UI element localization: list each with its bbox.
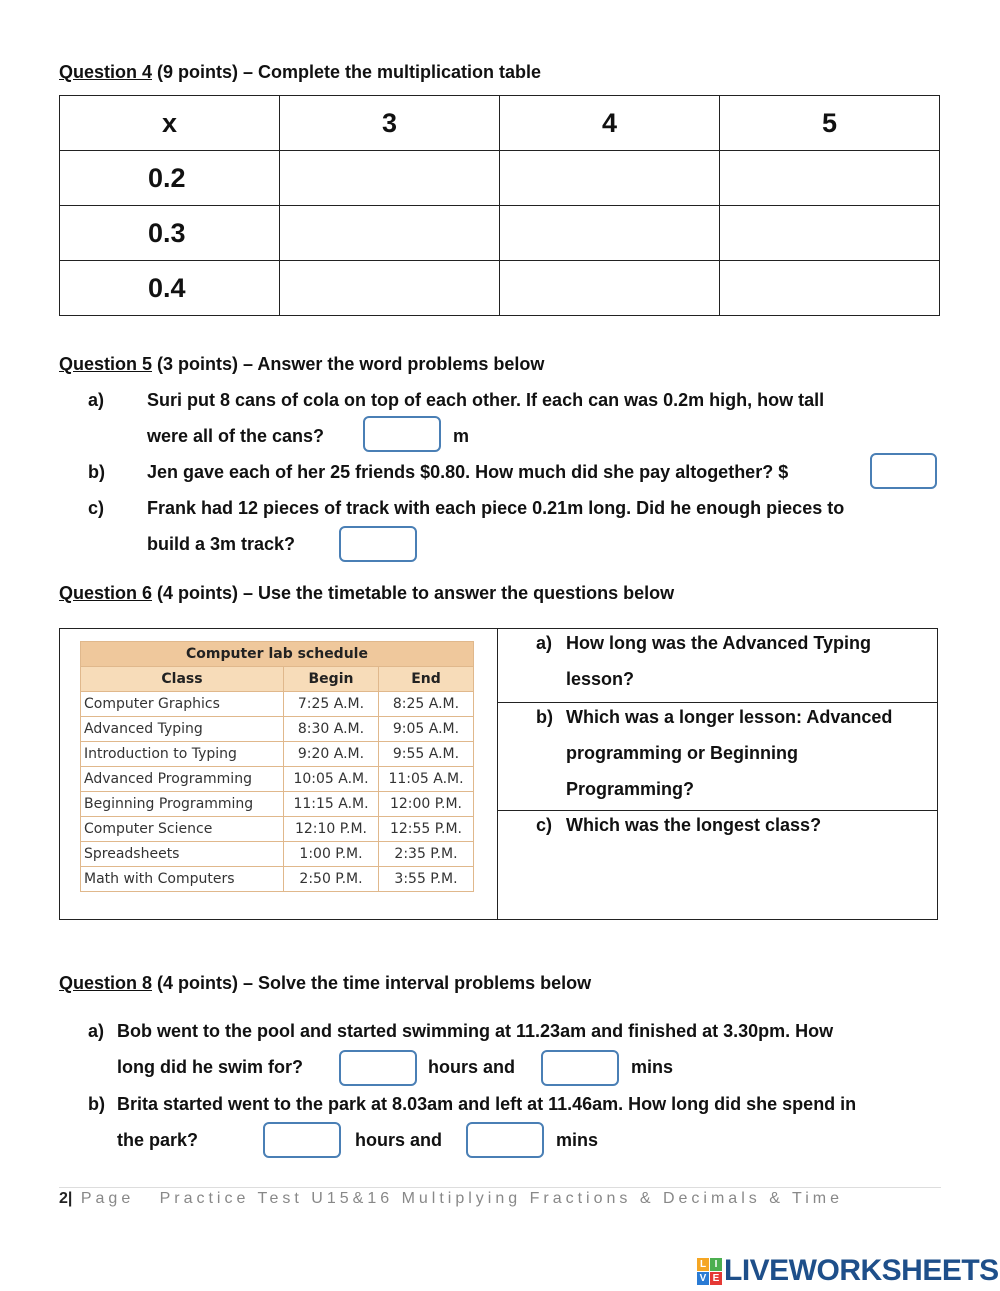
end-time: 2:35 P.M. bbox=[379, 842, 474, 867]
end-time: 3:55 P.M. bbox=[379, 867, 474, 892]
page-footer bbox=[59, 1190, 843, 1208]
answer-cell[interactable] bbox=[720, 206, 940, 261]
q8b-letter: b) bbox=[88, 1094, 105, 1114]
end-time: 9:55 A.M. bbox=[379, 742, 474, 767]
logo-icon bbox=[697, 1258, 722, 1285]
q6-desc: (4 points) – Use the timetable to answer the questions below bbox=[152, 583, 675, 603]
q6c-cell bbox=[498, 811, 937, 919]
logo-letter: I bbox=[710, 1258, 722, 1271]
page-word: Page bbox=[80, 1190, 135, 1207]
schedule-row bbox=[81, 742, 474, 767]
end-time: 11:05 A.M. bbox=[379, 767, 474, 792]
q5b-letter: b) bbox=[88, 462, 105, 482]
footer-sep: | bbox=[67, 1190, 73, 1207]
q8b-text2: the park? bbox=[117, 1130, 199, 1150]
q8a-text: Bob went to the pool and started swimming at 11.23am and finished at 3.30pm. How bbox=[117, 1021, 834, 1041]
q6a-text: How long was the Advanced Typing bbox=[566, 633, 872, 653]
q6-container bbox=[59, 628, 938, 920]
end-time: 9:05 A.M. bbox=[379, 717, 474, 742]
header-cell: 4 bbox=[500, 96, 720, 151]
row-label: 0.4 bbox=[60, 261, 280, 316]
q8b-hours-input[interactable] bbox=[263, 1122, 341, 1158]
answer-cell[interactable] bbox=[720, 151, 940, 206]
answer-cell[interactable] bbox=[280, 261, 500, 316]
q5-heading bbox=[59, 353, 544, 375]
header-cell: x bbox=[60, 96, 280, 151]
begin-time: 8:30 A.M. bbox=[284, 717, 379, 742]
begin-time: 12:10 P.M. bbox=[284, 817, 379, 842]
class-name: Computer Science bbox=[81, 817, 284, 842]
q4-label: Question 4 bbox=[59, 62, 153, 82]
answer-cell[interactable] bbox=[500, 151, 720, 206]
q5-label: Question 5 bbox=[59, 354, 153, 374]
class-name: Advanced Programming bbox=[81, 767, 284, 792]
schedule-row bbox=[81, 842, 474, 867]
answer-cell[interactable] bbox=[280, 151, 500, 206]
schedule-table bbox=[80, 641, 474, 892]
class-name: Spreadsheets bbox=[81, 842, 284, 867]
q6a-letter: a) bbox=[536, 633, 553, 653]
q6c-letter: c) bbox=[536, 815, 553, 835]
q5c-answer-input[interactable] bbox=[339, 526, 417, 562]
class-name: Computer Graphics bbox=[81, 692, 284, 717]
begin-time: 11:15 A.M. bbox=[284, 792, 379, 817]
answer-cell[interactable] bbox=[280, 206, 500, 261]
logo-letter: L bbox=[697, 1258, 709, 1271]
q8b-mins-label: mins bbox=[556, 1130, 599, 1150]
q5c-text2: build a 3m track? bbox=[147, 534, 296, 554]
q8-label: Question 8 bbox=[59, 973, 153, 993]
answer-cell[interactable] bbox=[720, 261, 940, 316]
q5b-text: Jen gave each of her 25 friends $0.80. How much did she pay altogether? $ bbox=[147, 462, 789, 482]
end-time: 12:55 P.M. bbox=[379, 817, 474, 842]
begin-time: 9:20 A.M. bbox=[284, 742, 379, 767]
logo-word: LIVEWORKSHEETS bbox=[724, 1254, 999, 1287]
header-cell: 5 bbox=[720, 96, 940, 151]
q6c-text: Which was the longest class? bbox=[566, 815, 822, 835]
header-cell: 3 bbox=[280, 96, 500, 151]
logo-letter: V bbox=[697, 1272, 709, 1285]
footer-title: Practice Test U15&16 Multiplying Fractions & Decimals & Time bbox=[159, 1190, 843, 1207]
page-number: 2 bbox=[59, 1190, 68, 1207]
schedule-row bbox=[81, 792, 474, 817]
class-name: Math with Computers bbox=[81, 867, 284, 892]
begin-time: 1:00 P.M. bbox=[284, 842, 379, 867]
end-time: 12:00 P.M. bbox=[379, 792, 474, 817]
end-time: 8:25 A.M. bbox=[379, 692, 474, 717]
liveworksheets-logo bbox=[697, 1254, 999, 1288]
q6b-text3: Programming? bbox=[566, 779, 695, 799]
q5a-letter: a) bbox=[88, 390, 105, 410]
q5a-text2: were all of the cans? bbox=[147, 426, 325, 446]
answer-cell[interactable] bbox=[500, 261, 720, 316]
q6a-cell bbox=[498, 629, 937, 703]
q6-heading bbox=[59, 582, 674, 604]
class-name: Advanced Typing bbox=[81, 717, 284, 742]
schedule-row bbox=[81, 767, 474, 792]
q6a-text2: lesson? bbox=[566, 669, 635, 689]
begin-time: 2:50 P.M. bbox=[284, 867, 379, 892]
q6b-text: Which was a longer lesson: Advanced bbox=[566, 707, 893, 727]
q6b-cell bbox=[498, 703, 937, 811]
schedule-row bbox=[81, 867, 474, 892]
schedule-row bbox=[81, 817, 474, 842]
q8a-letter: a) bbox=[88, 1021, 105, 1041]
q6b-text2: programming or Beginning bbox=[566, 743, 798, 763]
schedule-header: Begin bbox=[284, 667, 379, 692]
begin-time: 10:05 A.M. bbox=[284, 767, 379, 792]
q8a-text2: long did he swim for? bbox=[117, 1057, 303, 1077]
q4-heading bbox=[59, 61, 541, 83]
row-label: 0.2 bbox=[60, 151, 280, 206]
q8a-hours-input[interactable] bbox=[339, 1050, 417, 1086]
schedule-header: Class bbox=[81, 667, 284, 692]
answer-cell[interactable] bbox=[500, 206, 720, 261]
q8b-hours-label: hours and bbox=[355, 1130, 443, 1150]
q8a-mins-label: mins bbox=[631, 1057, 674, 1077]
q5c-text: Frank had 12 pieces of track with each piece 0.21m long. Did he enough pieces to bbox=[147, 498, 845, 518]
begin-time: 7:25 A.M. bbox=[284, 692, 379, 717]
q8-desc: (4 points) – Solve the time interval problems below bbox=[152, 973, 592, 993]
q5c-letter: c) bbox=[88, 498, 105, 518]
q5a-text: Suri put 8 cans of cola on top of each other. If each can was 0.2m high, how tall bbox=[147, 390, 825, 410]
footer-rule bbox=[59, 1187, 941, 1188]
schedule-title: Computer lab schedule bbox=[81, 642, 474, 667]
q5b-answer-input[interactable] bbox=[870, 453, 937, 489]
q4-desc: (9 points) – Complete the multiplication table bbox=[152, 62, 542, 82]
class-name: Beginning Programming bbox=[81, 792, 284, 817]
q6b-letter: b) bbox=[536, 707, 553, 727]
q5a-unit: m bbox=[453, 426, 470, 446]
q5-desc: (3 points) – Answer the word problems below bbox=[152, 354, 545, 374]
multiplication-table bbox=[59, 95, 940, 316]
row-label: 0.3 bbox=[60, 206, 280, 261]
q8-heading bbox=[59, 972, 591, 994]
q8b-mins-input[interactable] bbox=[466, 1122, 544, 1158]
q6-label: Question 6 bbox=[59, 583, 153, 603]
schedule-row bbox=[81, 717, 474, 742]
q5a-answer-input[interactable] bbox=[363, 416, 441, 452]
schedule-row bbox=[81, 692, 474, 717]
q8b-text: Brita started went to the park at 8.03am and left at 11.46am. How long did she spend in bbox=[117, 1094, 857, 1114]
q8a-hours-label: hours and bbox=[428, 1057, 516, 1077]
schedule-header: End bbox=[379, 667, 474, 692]
class-name: Introduction to Typing bbox=[81, 742, 284, 767]
logo-letter: E bbox=[710, 1272, 722, 1285]
q8a-mins-input[interactable] bbox=[541, 1050, 619, 1086]
